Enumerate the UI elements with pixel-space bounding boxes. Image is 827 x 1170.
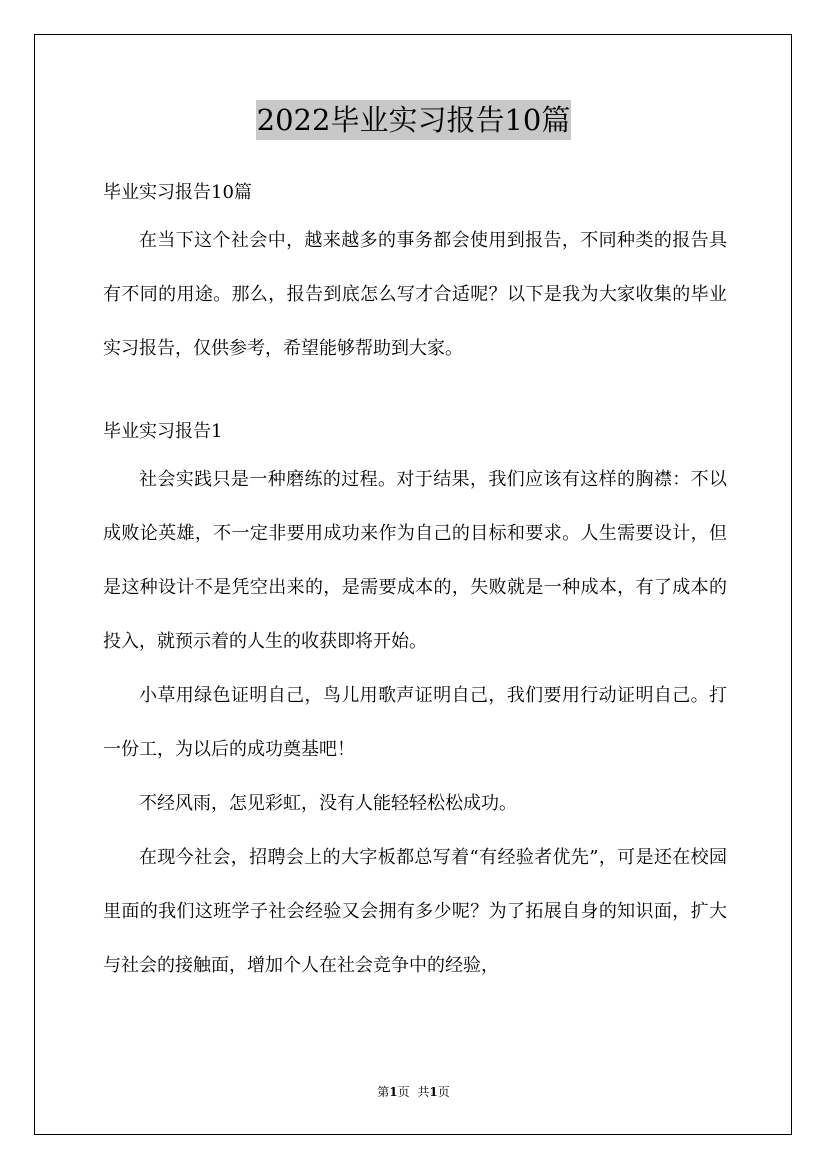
page-number: 1 [389,1085,398,1099]
body-paragraph: 小草用绿色证明自己，鸟儿用歌声证明自己，我们要用行动证明自己。打一份工，为以后的成功奠基吧！ [103,685,727,760]
section-gap [103,376,727,411]
body-paragraph: 社会实践只是一种磨练的过程。对于结果，我们应该有这样的胸襟：不以成败论英雄，不一定非要用成功来作为自己的目标和要求。人生需要设计，但是这种设计不是凭空出来的，是需要成本的，失败就是一种成本，有了成本的投入，就预示着的人生的收获即将开始。 [103,469,727,652]
section-heading: 毕业实习报告1 [103,421,223,442]
page-prefix: 第 [377,1085,390,1099]
document-body [103,172,727,993]
intro-paragraph: 在当下这个社会中，越来越多的事务都会使用到报告，不同种类的报告具有不同的用途。那么，报告到底怎么写才合适呢？以下是我为大家收集的毕业实习报告，仅供参考，希望能够帮助到大家。 [103,230,727,359]
title-container [0,100,827,140]
page-footer [0,1083,827,1100]
body-paragraph: 在现今社会，招聘会上的大字板都总写着“有经验者优先”，可是还在校园里面的我们这班学子社会经验又会拥有多少呢？为了拓展自身的知识面，扩大与社会的接触面，增加个人在社会竞争中的经验， [103,847,727,976]
document-title: 2022毕业实习报告10篇 [256,100,572,140]
body-paragraph: 不经风雨，怎见彩虹，没有人能轻轻松松成功。 [139,793,517,814]
subtitle: 毕业实习报告10篇 [103,182,252,203]
total-prefix: 共 [417,1085,430,1099]
total-suffix: 页 [437,1085,450,1099]
page-suffix: 页 [397,1085,410,1099]
total-pages: 1 [429,1085,438,1099]
